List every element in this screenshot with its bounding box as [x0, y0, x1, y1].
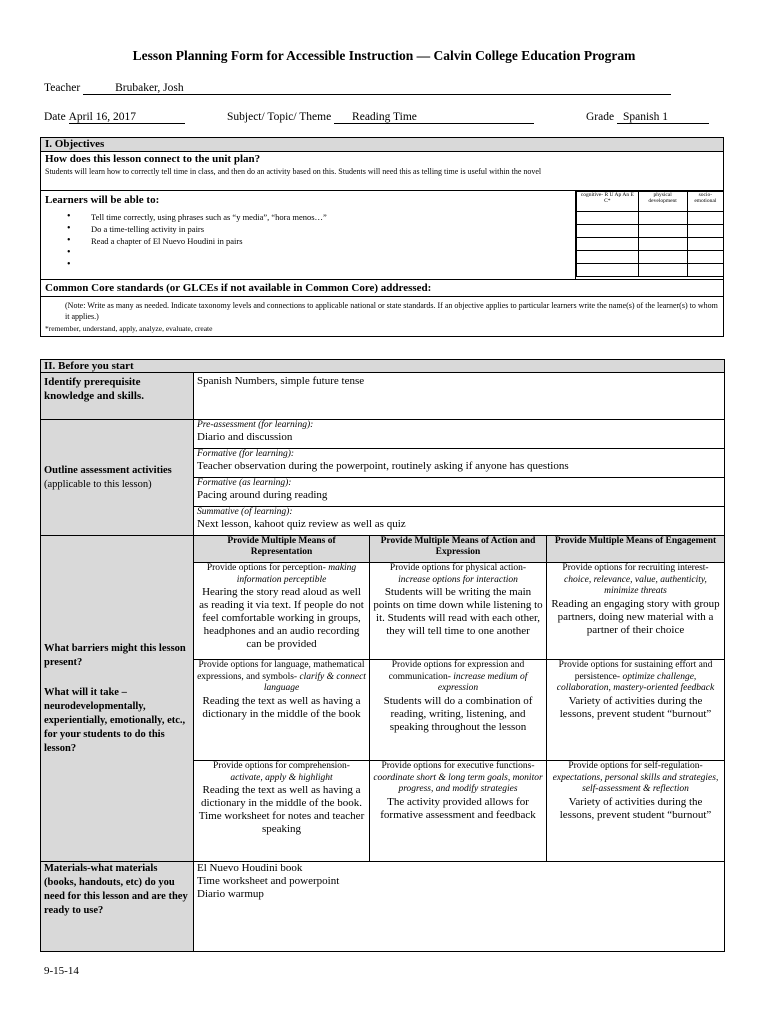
- taxonomy-cell[interactable]: [687, 251, 723, 264]
- taxonomy-grid: [575, 191, 724, 279]
- date-label: Date: [44, 111, 66, 123]
- unit-plan-answer: Students will learn how to correctly tell time in class, and then do an activity based on this. Students will need this as telling time is useful within the novel: [45, 167, 542, 176]
- udl-response: Reading the text as well as having a dictionary in the middle of the book. Time worksheet for notes and teacher speaking: [198, 784, 365, 835]
- materials-cell: [194, 862, 725, 952]
- teacher-value: Brubaker, Josh: [83, 82, 671, 95]
- assessment-value: Diario and discussion: [197, 431, 293, 443]
- taxonomy-header-cognitive: cognitive- R U Ap An E C*: [577, 192, 639, 212]
- taxonomy-cell[interactable]: [577, 264, 639, 277]
- materials-label: Materials-what materials (books, handouts, etc) do you need for this lesson and are they ready to use?: [41, 862, 194, 952]
- assessment-label: Outline assessment activities: [44, 464, 172, 476]
- udl-italic: increase options for interaction: [398, 574, 518, 585]
- objectives-note: (Note: Write as many as needed. Indicate taxonomy levels and connections to applicable national or state standards. If an objective applies to particular learners write the name(s) of the learner(s) to whom it applies.): [65, 301, 718, 321]
- udl-lead: Provide options for self-regulation-: [568, 761, 703, 771]
- udl-italic: choice, relevance, value, authenticity, minimize threats: [564, 574, 707, 596]
- udl-cell: [194, 563, 370, 660]
- material-item: Time worksheet and powerpoint: [197, 875, 340, 887]
- taxonomy-footnote: *remember, understand, apply, analyze, evaluate, create: [45, 324, 213, 333]
- unit-plan-question: How does this lesson connect to the unit plan?: [45, 153, 261, 165]
- teacher-row: [44, 82, 671, 95]
- assessment-value: Teacher observation during the powerpoint, routinely asking if anyone has questions: [197, 460, 569, 472]
- teacher-label: Teacher: [44, 82, 81, 94]
- form-title: Lesson Planning Form for Accessible Instruction — Calvin College Education Program: [132, 48, 636, 63]
- material-item: El Nuevo Houdini book: [197, 862, 303, 874]
- taxonomy-cell[interactable]: [577, 251, 639, 264]
- udl-lead: Provide options for perception-: [206, 563, 326, 573]
- taxonomy-cell[interactable]: [577, 238, 639, 251]
- udl-response: Hearing the story read aloud as well as reading it via text. If people do not feel comfortable working in groups, headphones and an audio recording can be provided: [199, 586, 364, 650]
- taxonomy-cell[interactable]: [638, 225, 687, 238]
- barriers-label: What barriers might this lesson present?: [44, 642, 186, 668]
- udl-cell: [547, 660, 725, 761]
- assessment-label-cell: [41, 420, 194, 536]
- objective-item: [41, 247, 327, 259]
- udl-italic: increase medium of expression: [437, 671, 528, 693]
- subject-row: [227, 111, 534, 124]
- assessment-formative-for: [194, 449, 725, 478]
- taxonomy-cell[interactable]: [638, 264, 687, 277]
- udl-header-action: Provide Multiple Means of Action and Expression: [370, 536, 547, 563]
- udl-cell: [547, 761, 725, 862]
- udl-cell: [370, 660, 547, 761]
- material-item: Diario warmup: [197, 888, 264, 900]
- subject-value: Reading Time: [334, 111, 534, 124]
- udl-lead: Provide options for executive functions-: [381, 761, 535, 771]
- udl-header-engagement: Provide Multiple Means of Engagement: [547, 536, 725, 563]
- common-core-label: Common Core standards (or GLCEs if not available in Common Core) addressed:: [41, 280, 723, 297]
- taxonomy-cell[interactable]: [638, 251, 687, 264]
- prereq-value: Spanish Numbers, simple future tense: [194, 373, 725, 420]
- assessment-value: Pacing around during reading: [197, 489, 328, 501]
- udl-cell: [194, 761, 370, 862]
- assessment-type: Formative (for learning):: [197, 449, 295, 459]
- udl-lead: Provide options for comprehension-: [213, 761, 350, 771]
- learners-label: Learners will be able to:: [45, 194, 160, 206]
- objectives-section: [40, 137, 724, 337]
- assessment-type: Summative (of learning):: [197, 507, 293, 517]
- udl-italic: optimize challenge, collaboration, mastery-oriented feedback: [556, 671, 715, 693]
- taxonomy-cell[interactable]: [687, 212, 723, 225]
- objective-item: • Read a chapter of El Nuevo Houdini in pairs: [41, 235, 327, 247]
- grade-row: [586, 111, 709, 124]
- udl-response: Variety of activities during the lessons, prevent student “burnout”: [559, 694, 712, 720]
- udl-response: Reading an engaging story with group partners, doing new material with a partner of their choice: [551, 597, 720, 636]
- taxonomy-cell[interactable]: [638, 212, 687, 225]
- barriers-label-cell: [41, 536, 194, 862]
- objectives-list: [41, 211, 327, 271]
- before-start-table: [40, 359, 725, 952]
- subject-label: Subject/ Topic/ Theme: [227, 111, 332, 123]
- taxonomy-header-physical: physical development: [638, 192, 687, 212]
- udl-response: Variety of activities during the lessons, prevent student “burnout”: [559, 795, 712, 821]
- udl-header-representation: Provide Multiple Means of Representation: [194, 536, 370, 563]
- taxonomy-cell[interactable]: [577, 225, 639, 238]
- prereq-label: Identify prerequisite knowledge and skills.: [41, 373, 194, 420]
- before-heading: II. Before you start: [41, 360, 725, 373]
- udl-cell: [370, 761, 547, 862]
- udl-cell: [194, 660, 370, 761]
- udl-response: The activity provided allows for formative assessment and feedback: [380, 795, 536, 821]
- assessment-type: Formative (as learning):: [197, 478, 292, 488]
- objective-item: [41, 259, 327, 271]
- udl-response: Reading the text as well as having a dictionary in the middle of the book: [202, 694, 361, 720]
- assessment-type: Pre-assessment (for learning):: [197, 420, 314, 430]
- taxonomy-header-socio: socio-emotional: [687, 192, 723, 212]
- udl-italic: expectations, personal skills and strategies, self-assessment & reflection: [552, 772, 719, 794]
- footer-date: 9-15-14: [44, 965, 79, 977]
- udl-lead: Provide options for recruiting interest-: [562, 563, 709, 573]
- assessment-sub: (applicable to this lesson): [44, 478, 152, 490]
- assessment-pre: [194, 420, 725, 449]
- udl-italic: coordinate short & long term goals, monitor progress, and modify strategies: [373, 772, 543, 794]
- date-value: April 16, 2017: [69, 111, 185, 124]
- udl-lead: Provide options for language, mathematical expressions, and symbols-: [197, 660, 365, 682]
- date-row: [44, 111, 185, 124]
- learners-area: [41, 190, 723, 280]
- udl-lead: Provide options for sustaining effort and persistence-: [558, 660, 713, 682]
- objectives-heading: I. Objectives: [41, 138, 723, 152]
- udl-lead: Provide options for expression and communication-: [388, 660, 525, 682]
- objective-item: • Tell time correctly, using phrases such as “y media”, “hora menos…”: [41, 211, 327, 223]
- grade-label: Grade: [586, 111, 615, 123]
- taxonomy-cell[interactable]: [687, 238, 723, 251]
- udl-cell: [370, 563, 547, 660]
- udl-cell: [547, 563, 725, 660]
- what-will-it-take-label: What will it take – neurodevelopmentally, experientially, emotionally, etc., for your students to do this lesson?: [44, 686, 186, 754]
- taxonomy-cell[interactable]: [687, 264, 723, 277]
- udl-response: Students will do a combination of reading, writing, listening, and speaking throughout the lesson: [383, 694, 533, 733]
- grade-value: Spanish 1: [617, 111, 709, 124]
- udl-italic: making information perceptible: [236, 563, 357, 585]
- taxonomy-cell[interactable]: [577, 212, 639, 225]
- taxonomy-cell[interactable]: [638, 238, 687, 251]
- assessment-value: Next lesson, kahoot quiz review as well as quiz: [197, 518, 406, 530]
- taxonomy-cell[interactable]: [687, 225, 723, 238]
- udl-lead: Provide options for physical action-: [389, 563, 527, 573]
- udl-response: Students will be writing the main points on time down while listening to it. Students will read with each other, they will tell time to one another: [373, 586, 543, 637]
- udl-italic: clarify & connect language: [263, 671, 366, 693]
- assessment-summative: [194, 507, 725, 536]
- objective-item: • Do a time-telling activity in pairs: [41, 223, 327, 235]
- assessment-formative-as: [194, 478, 725, 507]
- udl-italic: activate, apply & highlight: [230, 772, 333, 783]
